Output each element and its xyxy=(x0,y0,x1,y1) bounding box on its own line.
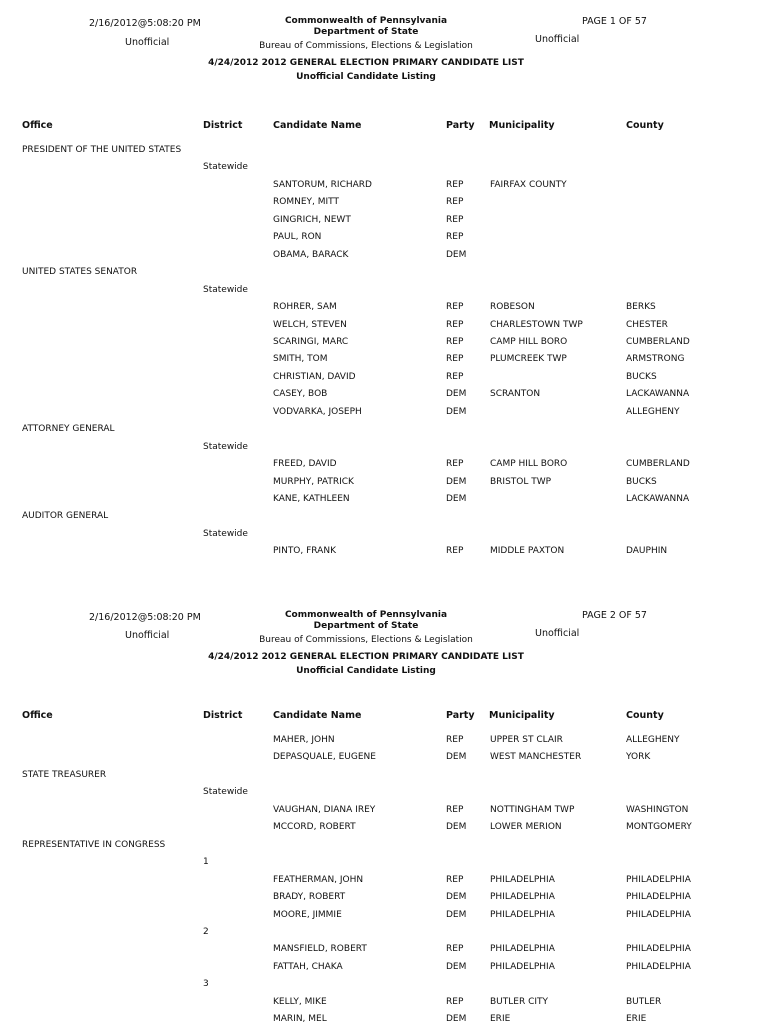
cell-candidate: FREED, DAVID xyxy=(273,459,337,470)
cell-party: REP xyxy=(446,179,464,190)
cell-county: ALLEGHENY xyxy=(626,406,680,417)
cell-party: REP xyxy=(446,996,464,1007)
cell-party: DEM xyxy=(446,822,467,833)
cell-candidate: BRADY, ROBERT xyxy=(273,892,346,903)
cell-party: REP xyxy=(446,874,464,885)
cell-municipality: WEST MANCHESTER xyxy=(490,752,582,763)
cell-party: DEM xyxy=(446,961,467,972)
col-county: County xyxy=(626,120,664,131)
cell-party: DEM xyxy=(446,476,467,487)
cell-county: MONTGOMERY xyxy=(626,822,692,833)
cell-candidate: FATTAH, CHAKA xyxy=(273,961,343,972)
cell-party: DEM xyxy=(446,909,467,920)
cell-candidate: KELLY, MIKE xyxy=(273,996,327,1007)
cell-party: REP xyxy=(446,336,464,347)
report-subtitle: Unofficial Candidate Listing xyxy=(296,666,436,676)
cell-candidate: CASEY, BOB xyxy=(273,389,328,400)
cell-municipality: CAMP HILL BORO xyxy=(490,336,568,347)
cell-municipality: PHILADELPHIA xyxy=(490,909,555,920)
cell-county: BUCKS xyxy=(626,476,657,487)
cell-party: REP xyxy=(446,214,464,225)
cell-candidate: DEPASQUALE, EUGENE xyxy=(273,752,376,763)
cell-county: CHESTER xyxy=(626,319,668,330)
cell-candidate: MAHER, JOHN xyxy=(273,735,335,745)
unofficial-right: Unofficial xyxy=(535,628,580,639)
cell-party: REP xyxy=(446,944,464,955)
cell-municipality: SCRANTON xyxy=(490,389,541,400)
cell-party: DEM xyxy=(446,892,467,903)
col-party: Party xyxy=(446,120,475,131)
cell-municipality: NOTTINGHAM TWP xyxy=(490,804,575,815)
cell-candidate: MOORE, JIMMIE xyxy=(273,909,342,920)
cell-municipality: FAIRFAX COUNTY xyxy=(490,179,567,190)
cell-party: DEM xyxy=(446,389,467,400)
timestamp: 2/16/2012@5:08:20 PM xyxy=(89,18,201,29)
cell-candidate: SMITH, TOM xyxy=(273,354,328,365)
report-page-2 xyxy=(0,594,768,1024)
cell-county: BUCKS xyxy=(626,371,657,382)
cell-party: DEM xyxy=(446,1014,467,1024)
cell-party: DEM xyxy=(446,494,467,504)
cell-candidate: VODVARKA, JOSEPH xyxy=(273,406,362,417)
cell-candidate: SCARINGI, MARC xyxy=(273,336,349,347)
cell-party: DEM xyxy=(446,752,467,763)
page-label: PAGE 2 OF 57 xyxy=(582,610,647,621)
org-line-2: Department of State xyxy=(313,27,419,37)
cell-candidate: ROHRER, SAM xyxy=(273,302,337,313)
cell-district: Statewide xyxy=(203,284,248,295)
unofficial-right: Unofficial xyxy=(535,34,580,45)
cell-municipality: MIDDLE PAXTON xyxy=(490,546,565,557)
cell-district: 3 xyxy=(203,979,209,990)
col-office: Office xyxy=(22,710,53,721)
cell-county: CUMBERLAND xyxy=(626,459,690,470)
cell-candidate: ROMNEY, MITT xyxy=(273,197,339,208)
cell-candidate: FEATHERMAN, JOHN xyxy=(273,874,364,885)
unofficial-left: Unofficial xyxy=(125,37,170,48)
cell-county: LACKAWANNA xyxy=(626,389,690,400)
cell-municipality: PLUMCREEK TWP xyxy=(490,354,567,365)
cell-office: PRESIDENT OF THE UNITED STATES xyxy=(22,145,182,155)
cell-candidate: VAUGHAN, DIANA IREY xyxy=(273,804,376,815)
cell-party: REP xyxy=(446,546,464,557)
cell-party: REP xyxy=(446,197,464,208)
cell-candidate: MURPHY, PATRICK xyxy=(273,476,354,487)
cell-party: DEM xyxy=(446,249,467,260)
cell-municipality: CAMP HILL BORO xyxy=(490,459,568,470)
cell-county: ERIE xyxy=(626,1014,647,1024)
cell-county: PHILADELPHIA xyxy=(626,944,691,955)
cell-county: YORK xyxy=(626,752,651,763)
page-label: PAGE 1 OF 57 xyxy=(582,16,647,27)
col-district: District xyxy=(203,120,243,131)
col-office: Office xyxy=(22,120,53,131)
cell-county: PHILADELPHIA xyxy=(626,874,691,885)
cell-county: PHILADELPHIA xyxy=(626,909,691,920)
cell-municipality: PHILADELPHIA xyxy=(490,961,555,972)
cell-party: REP xyxy=(446,354,464,365)
cell-municipality: BRISTOL TWP xyxy=(490,476,552,487)
cell-office: UNITED STATES SENATOR xyxy=(22,267,138,278)
cell-district: Statewide xyxy=(203,528,248,539)
cell-office: ATTORNEY GENERAL xyxy=(22,424,115,435)
cell-district: Statewide xyxy=(203,441,248,452)
cell-county: WASHINGTON xyxy=(626,804,689,815)
cell-municipality: PHILADELPHIA xyxy=(490,874,555,885)
cell-office: AUDITOR GENERAL xyxy=(22,511,109,522)
cell-candidate: GINGRICH, NEWT xyxy=(273,214,351,225)
cell-party: REP xyxy=(446,319,464,330)
cell-candidate: PAUL, RON xyxy=(273,232,322,243)
cell-municipality: CHARLESTOWN TWP xyxy=(490,319,583,330)
cell-party: REP xyxy=(446,371,464,382)
report-title: 4/24/2012 2012 GENERAL ELECTION PRIMARY CANDIDATE LIST xyxy=(208,58,524,68)
cell-district: Statewide xyxy=(203,162,248,173)
org-line-1: Commonwealth of Pennsylvania xyxy=(284,16,448,26)
cell-candidate: MARIN, MEL xyxy=(273,1014,327,1024)
cell-municipality: ERIE xyxy=(490,1014,511,1024)
cell-municipality: BUTLER CITY xyxy=(490,996,549,1007)
cell-municipality: UPPER ST CLAIR xyxy=(490,735,563,745)
cell-county: LACKAWANNA xyxy=(626,494,690,504)
cell-district: 1 xyxy=(203,857,209,868)
cell-candidate: WELCH, STEVEN xyxy=(273,319,347,330)
cell-county: PHILADELPHIA xyxy=(626,961,691,972)
timestamp: 2/16/2012@5:08:20 PM xyxy=(89,612,201,623)
cell-district: 2 xyxy=(203,926,209,937)
cell-municipality: LOWER MERION xyxy=(490,822,562,833)
cell-county: CUMBERLAND xyxy=(626,336,690,347)
col-candidate: Candidate Name xyxy=(273,120,362,131)
cell-party: REP xyxy=(446,459,464,470)
cell-county: BUTLER xyxy=(626,996,662,1007)
cell-candidate: OBAMA, BARACK xyxy=(273,249,349,260)
cell-candidate: PINTO, FRANK xyxy=(273,546,336,557)
org-line-2: Department of State xyxy=(313,621,419,631)
col-party: Party xyxy=(446,710,475,721)
cell-party: REP xyxy=(446,302,464,313)
cell-municipality: ROBESON xyxy=(490,302,535,313)
cell-municipality: PHILADELPHIA xyxy=(490,944,555,955)
unofficial-left: Unofficial xyxy=(125,630,170,641)
cell-county: BERKS xyxy=(626,302,656,313)
cell-party: REP xyxy=(446,804,464,815)
report-title: 4/24/2012 2012 GENERAL ELECTION PRIMARY CANDIDATE LIST xyxy=(208,652,524,662)
org-line-3: Bureau of Commissions, Elections & Legislation xyxy=(259,635,473,645)
cell-office: REPRESENTATIVE IN CONGRESS xyxy=(22,839,166,850)
cell-county: ARMSTRONG xyxy=(626,354,685,365)
cell-candidate: MCCORD, ROBERT xyxy=(273,822,356,833)
cell-office: STATE TREASURER xyxy=(22,769,107,780)
cell-candidate: KANE, KATHLEEN xyxy=(273,494,350,504)
cell-party: REP xyxy=(446,232,464,243)
cell-county: ALLEGHENY xyxy=(626,735,680,745)
col-county: County xyxy=(626,710,664,721)
cell-county: PHILADELPHIA xyxy=(626,892,691,903)
cell-party: DEM xyxy=(446,406,467,417)
col-municipality: Municipality xyxy=(489,710,555,721)
cell-candidate: MANSFIELD, ROBERT xyxy=(273,944,367,955)
col-district: District xyxy=(203,710,243,721)
report-subtitle: Unofficial Candidate Listing xyxy=(296,72,436,82)
col-municipality: Municipality xyxy=(489,120,555,131)
cell-candidate: CHRISTIAN, DAVID xyxy=(273,371,356,382)
cell-municipality: PHILADELPHIA xyxy=(490,892,555,903)
cell-candidate: SANTORUM, RICHARD xyxy=(273,179,372,190)
cell-party: REP xyxy=(446,735,464,745)
org-line-3: Bureau of Commissions, Elections & Legislation xyxy=(259,41,473,51)
col-candidate: Candidate Name xyxy=(273,710,362,721)
cell-district: Statewide xyxy=(203,787,248,798)
org-line-1: Commonwealth of Pennsylvania xyxy=(284,610,448,620)
cell-county: DAUPHIN xyxy=(626,546,668,557)
